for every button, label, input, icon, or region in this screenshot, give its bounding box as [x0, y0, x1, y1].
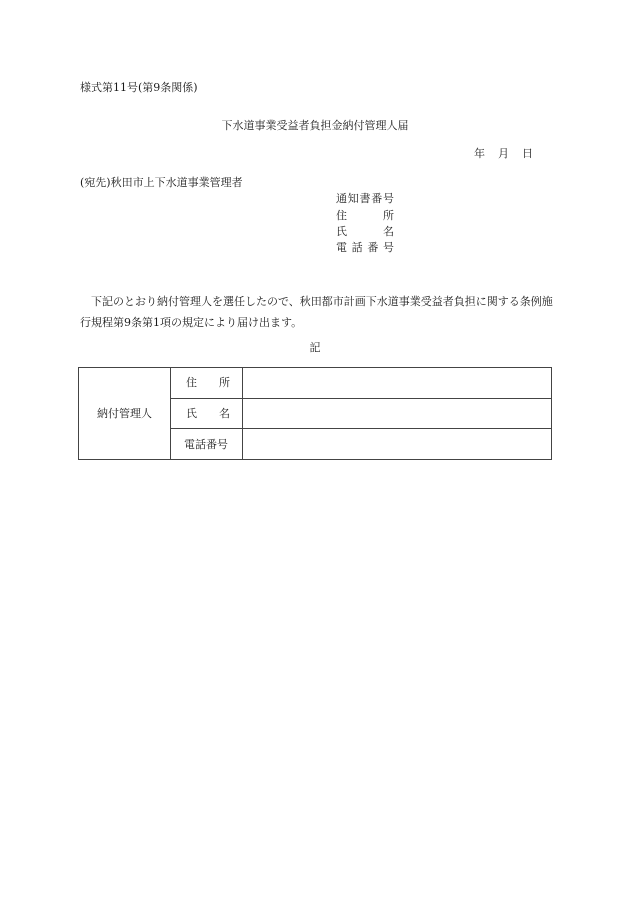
- address-field[interactable]: [243, 368, 552, 399]
- char: 名: [219, 406, 230, 420]
- char: 氏: [186, 406, 197, 420]
- date-day: 日: [522, 147, 533, 160]
- date-year: 年: [474, 147, 485, 160]
- document-title: 下水道事業受益者負担金納付管理人届: [221, 119, 409, 132]
- char: 書: [359, 192, 371, 205]
- char: 番: [367, 241, 379, 254]
- char: 名: [383, 225, 394, 238]
- char: 通: [336, 192, 347, 205]
- section-label: 納付管理人: [79, 368, 171, 460]
- sender-notice-number-label: [336, 193, 394, 204]
- char: 話: [351, 241, 363, 254]
- char: 所: [383, 209, 394, 222]
- name-field[interactable]: [243, 398, 552, 429]
- date-month: 月: [498, 147, 509, 160]
- char: 住: [336, 209, 347, 222]
- addressee: (宛先)秋田市上下水道事業管理者: [80, 176, 243, 189]
- body-text: 下記のとおり納付管理人を選任したので、秋田都市計画下水道事業受益者負担に関する条例施行規程第9条第1項の規定により届け出ます。: [80, 295, 553, 329]
- agent-table: [78, 367, 552, 460]
- ki-label: 記: [309, 341, 321, 354]
- phone-field[interactable]: [243, 429, 552, 460]
- char: 号: [383, 192, 394, 205]
- date-line: [474, 148, 533, 159]
- table-row: [79, 368, 552, 399]
- sender-name-label: [336, 226, 394, 237]
- row-label-name: [171, 398, 243, 429]
- form-number: 様式第11号(第9条関係): [80, 81, 198, 94]
- char: 所: [219, 376, 230, 390]
- row-label-address: [171, 368, 243, 399]
- phone-label-text: 電話番号: [184, 437, 228, 451]
- char: 電: [336, 241, 347, 254]
- sender-phone-label: [336, 242, 394, 253]
- char: 氏: [336, 225, 347, 238]
- row-label-phone: [171, 429, 243, 460]
- char: 号: [382, 241, 394, 254]
- char: 番: [371, 192, 383, 205]
- char: 住: [186, 376, 197, 390]
- sender-address-label: [336, 210, 394, 221]
- char: 知: [347, 192, 359, 205]
